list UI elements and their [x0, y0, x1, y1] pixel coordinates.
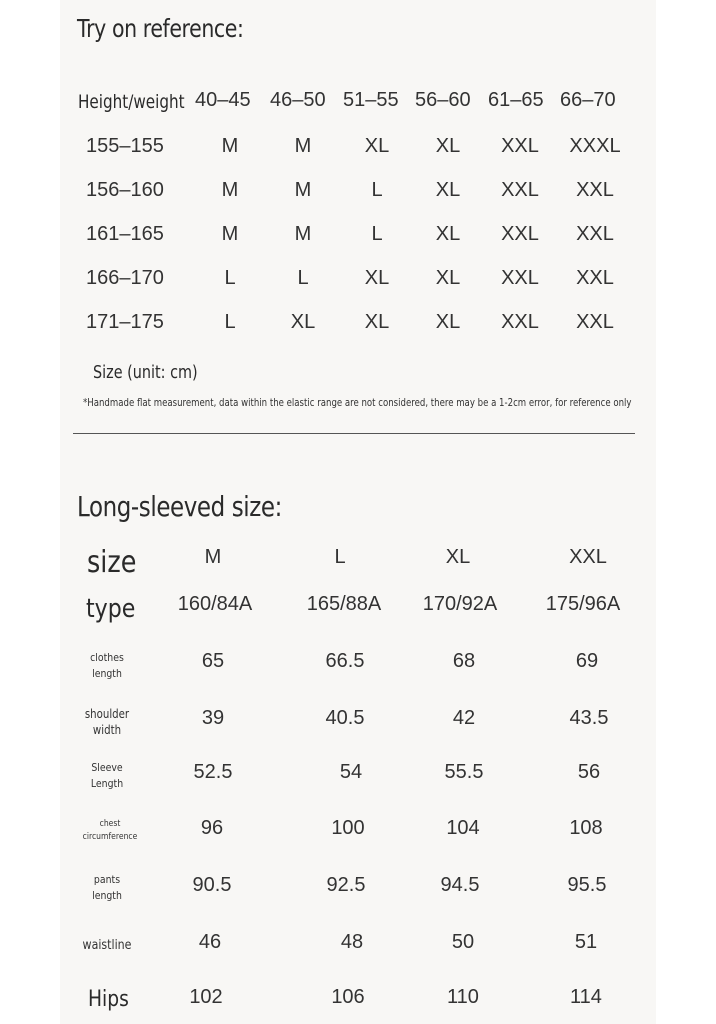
- size-cell: XXL: [501, 179, 539, 201]
- measurement-value: 110: [447, 986, 479, 1008]
- measurement-value: 66.5: [325, 650, 365, 672]
- size-cell: XXL: [576, 267, 614, 289]
- measurement-label: clothes length: [90, 651, 124, 680]
- measurement-label: shoulder width: [84, 707, 130, 737]
- size-cell: M: [221, 179, 239, 201]
- measurement-value: 106: [331, 986, 365, 1008]
- measurement-value: 108: [569, 817, 603, 839]
- measurement-value: 94.5: [440, 874, 480, 896]
- measurement-value: 40.5: [325, 707, 365, 729]
- height-row-label: 156–160: [86, 179, 164, 201]
- size-cell: XXL: [576, 223, 614, 245]
- size-column-header: M: [204, 546, 222, 568]
- measurement-value: 96: [200, 817, 224, 839]
- measurement-label: chest circumference: [82, 819, 138, 842]
- size-cell: XXL: [501, 223, 539, 245]
- measurement-value: 42: [452, 707, 476, 729]
- height-row-label: 155–155: [86, 135, 164, 157]
- size-cell: L: [224, 267, 236, 289]
- size-cell: M: [221, 135, 239, 157]
- weight-column-header: 46–50: [270, 89, 326, 111]
- size-cell: XL: [435, 311, 461, 333]
- size-cell: XL: [435, 135, 461, 157]
- size-cell: XL: [364, 311, 390, 333]
- height-row-label: 161–165: [86, 223, 164, 245]
- size-cell: XXL: [576, 311, 614, 333]
- measurement-label: waistline: [82, 938, 132, 953]
- size-cell: XL: [290, 311, 316, 333]
- measurement-value: 51: [574, 931, 598, 953]
- measurement-value: 50: [451, 931, 475, 953]
- type-cell: 175/96A: [545, 593, 621, 615]
- measurement-value: 65: [201, 650, 225, 672]
- size-cell: L: [371, 179, 383, 201]
- weight-column-header: 66–70: [560, 89, 616, 111]
- size-cell: L: [297, 267, 309, 289]
- size-cell: XL: [435, 223, 461, 245]
- measurement-value: 69: [575, 650, 599, 672]
- measurement-value: 56: [577, 761, 601, 783]
- measurement-value: 39: [201, 707, 225, 729]
- measurement-value: 104: [446, 817, 480, 839]
- unit-label: Size (unit: cm): [93, 362, 198, 383]
- size-cell: M: [294, 223, 312, 245]
- size-cell: XL: [364, 267, 390, 289]
- measurement-value: 68: [452, 650, 476, 672]
- weight-column-header: 61–65: [488, 89, 544, 111]
- measurement-label: pants length: [92, 873, 122, 902]
- height-row-label: 166–170: [86, 267, 164, 289]
- weight-column-header: 40–45: [195, 89, 251, 111]
- reference-title: Try on reference:: [77, 14, 244, 43]
- size-cell: M: [294, 179, 312, 201]
- size-column-header: XXL: [569, 546, 607, 568]
- type-cell: 165/88A: [306, 593, 382, 615]
- size-cell: XXXL: [569, 135, 621, 157]
- measurement-value: 92.5: [326, 874, 366, 896]
- size-cell: XXL: [501, 135, 539, 157]
- size-cell: XXL: [501, 311, 539, 333]
- measurement-value: 43.5: [569, 707, 609, 729]
- section-divider: [73, 433, 635, 434]
- size-cell: XL: [435, 267, 461, 289]
- size-cell: M: [294, 135, 312, 157]
- height-weight-header: Height/weight: [78, 91, 185, 113]
- height-row-label: 171–175: [86, 311, 164, 333]
- size-column-header: L: [334, 546, 346, 568]
- measurement-value: 52.5: [193, 761, 233, 783]
- measurement-value: 48: [340, 931, 364, 953]
- measurement-note: *Handmade flat measurement, data within the elastic range are not considered, there may be a 1-2cm error, for reference only: [83, 396, 632, 409]
- size-cell: XXL: [576, 179, 614, 201]
- measurement-value: 55.5: [444, 761, 484, 783]
- weight-column-header: 56–60: [415, 89, 471, 111]
- type-row-label: type: [86, 594, 136, 624]
- measurement-value: 100: [331, 817, 365, 839]
- measurement-value: 46: [198, 931, 222, 953]
- size-cell: XL: [435, 179, 461, 201]
- measurement-value: 54: [339, 761, 363, 783]
- measurement-value: 95.5: [567, 874, 607, 896]
- long-sleeved-title: Long-sleeved size:: [77, 490, 282, 523]
- type-cell: 160/84A: [177, 593, 253, 615]
- size-column-header: XL: [445, 546, 471, 568]
- size-cell: L: [371, 223, 383, 245]
- size-cell: L: [224, 311, 236, 333]
- measurement-value: 102: [189, 986, 223, 1008]
- type-cell: 170/92A: [422, 593, 498, 615]
- size-cell: XXL: [501, 267, 539, 289]
- size-cell: M: [221, 223, 239, 245]
- size-row-label: size: [87, 545, 137, 580]
- measurement-value: 90.5: [192, 874, 232, 896]
- size-cell: XL: [364, 135, 390, 157]
- measurement-value: 114: [570, 986, 602, 1008]
- hips-label: Hips: [88, 987, 129, 1012]
- weight-column-header: 51–55: [343, 89, 399, 111]
- measurement-label: Sleeve Length: [90, 761, 124, 790]
